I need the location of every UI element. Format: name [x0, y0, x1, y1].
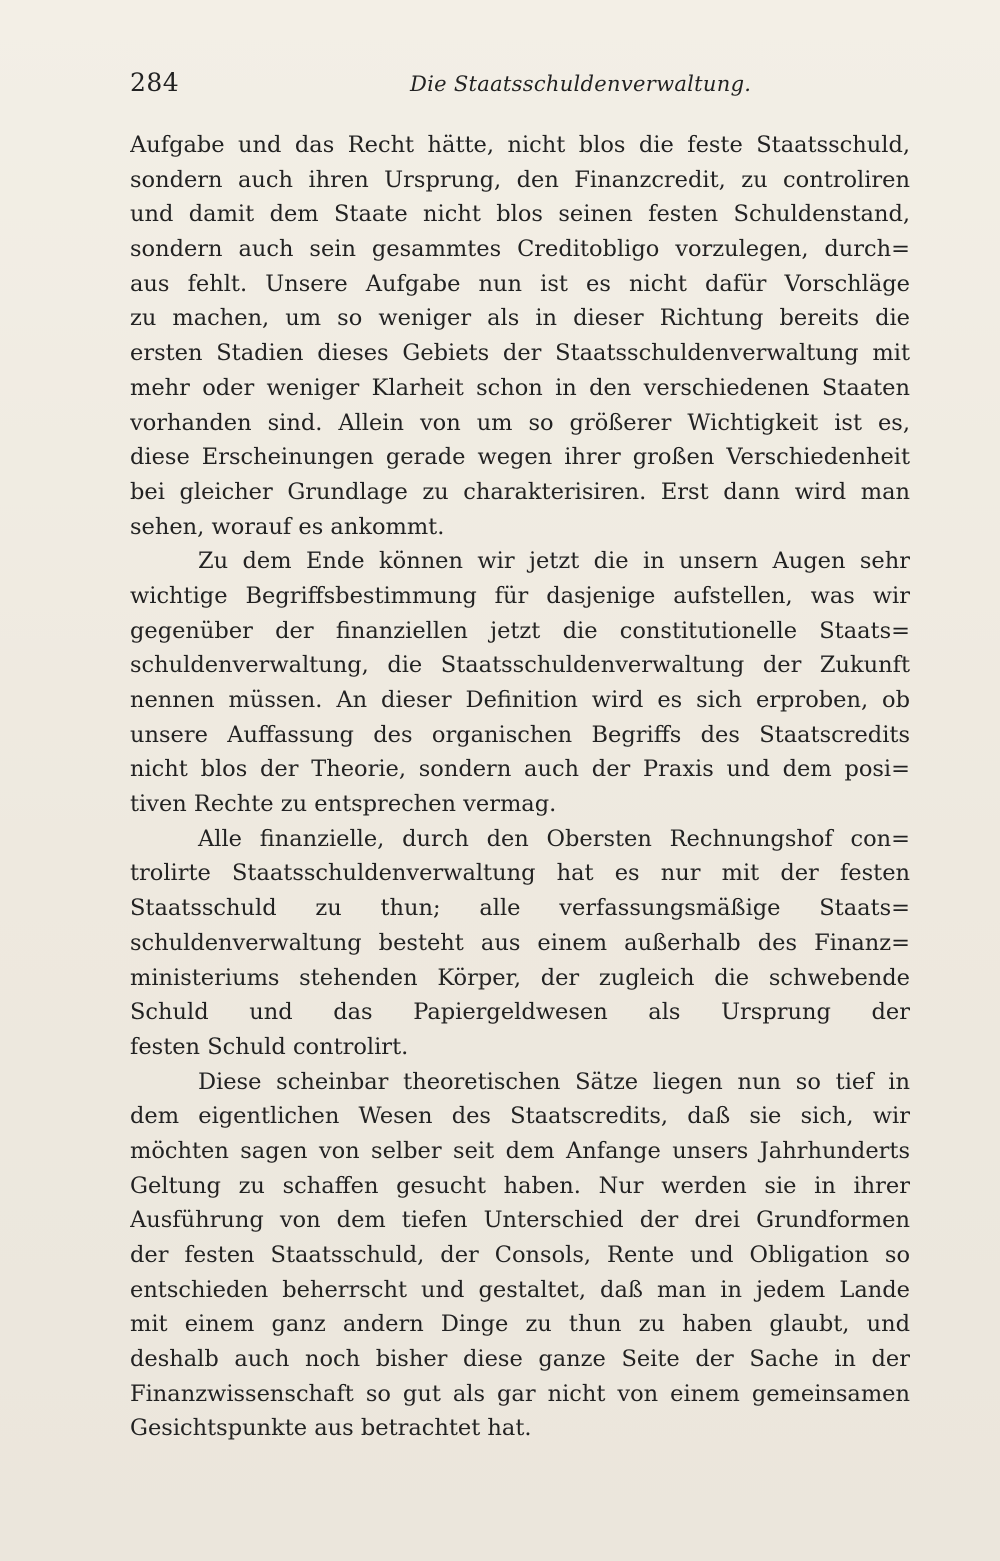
text-line: Geltung zu schaffen gesucht haben. Nur werden sie in ihrer [130, 1172, 910, 1199]
text-line: bei gleicher Grundlage zu charakterisiren. Erst dann wird man [130, 478, 910, 505]
text-line: möchten sagen von selber seit dem Anfange unsers Jahrhunderts [130, 1137, 910, 1164]
text-line: diese Erscheinungen gerade wegen ihrer großen Verschiedenheit [130, 444, 910, 471]
text-line: vorhanden sind. Allein von um so größerer Wichtigkeit ist es, [130, 409, 910, 436]
text-line: schuldenverwaltung, die Staatsschuldenverwaltung der Zukunft [130, 652, 910, 679]
text-line: Staatsschuld zu thun; alle verfassungsmäßige Staats= [130, 895, 910, 922]
text-line: festen Schuld controlirt. [130, 1033, 409, 1060]
text-line: sehen, worauf es ankommt. [130, 513, 445, 540]
text-line: zu machen, um so weniger als in dieser Richtung bereits die [130, 305, 910, 332]
text-line: aus fehlt. Unsere Aufgabe nun ist es nicht dafür Vorschläge [130, 270, 910, 297]
text-line: unsere Auffassung des organischen Begriffs des Staatscredits [130, 721, 910, 748]
text-line: sondern auch ihren Ursprung, den Finanzcredit, zu controliren [130, 166, 910, 193]
text-line: mit einem ganz andern Dinge zu thun zu haben glaubt, und [130, 1311, 910, 1338]
text-line: mehr oder weniger Klarheit schon in den verschiedenen Staaten [130, 374, 910, 401]
text-line: Schuld und das Papiergeldwesen als Ursprung der [130, 999, 910, 1026]
text-line: tiven Rechte zu entsprechen vermag. [130, 791, 557, 818]
body-text [130, 128, 910, 1446]
text-line: nicht blos der Theorie, sondern auch der Praxis und dem posi= [130, 756, 910, 783]
text-line: Finanzwissenschaft so gut als gar nicht von einem gemeinsamen [130, 1380, 910, 1407]
text-line: ersten Stadien dieses Gebiets der Staatsschuldenverwaltung mit [130, 340, 910, 367]
text-line: Aufgabe und das Recht hätte, nicht blos die feste Staatsschuld, [130, 132, 910, 158]
text-line: dem eigentlichen Wesen des Staatscredits, daß sie sich, wir [130, 1103, 910, 1130]
text-line: wichtige Begriffsbestimmung für dasjenige aufstellen, was wir [130, 582, 910, 609]
text-line: entschieden beherrscht und gestaltet, daß man in jedem Lande [130, 1276, 910, 1303]
text-line: ministeriums stehenden Körper, der zugleich die schwebende [130, 964, 910, 991]
text-line: gegenüber der finanziellen jetzt die constitutionelle Staats= [130, 617, 910, 644]
text-line: nennen müssen. An dieser Definition wird es sich erproben, ob [130, 687, 910, 713]
text-line: Zu dem Ende können wir jetzt die in unsern Augen sehr [198, 548, 910, 575]
text-line: Ausführung von dem tiefen Unterschied der drei Grundformen [130, 1207, 910, 1234]
text-line: deshalb auch noch bisher diese ganze Seite der Sache in der [130, 1346, 910, 1373]
text-line: Alle finanzielle, durch den Obersten Rechnungshof con= [198, 825, 910, 852]
running-title: Die Staatsschuldenverwaltung. [410, 72, 752, 96]
text-line: schuldenverwaltung besteht aus einem außerhalb des Finanz= [130, 929, 910, 956]
text-line: Gesichtspunkte aus betrachtet hat. [130, 1415, 532, 1442]
text-line: sondern auch sein gesammtes Creditobligo vorzulegen, durch= [130, 236, 910, 263]
text-line: der festen Staatsschuld, der Consols, Rente und Obligation so [130, 1242, 910, 1268]
page-header [130, 68, 910, 108]
text-line: trolirte Staatsschuldenverwaltung hat es nur mit der festen [130, 860, 910, 887]
page-number: 284 [130, 68, 180, 97]
text-line: Diese scheinbar theoretischen Sätze liegen nun so tief in [198, 1068, 910, 1095]
text-line: und damit dem Staate nicht blos seinen festen Schuldenstand, [130, 201, 910, 228]
